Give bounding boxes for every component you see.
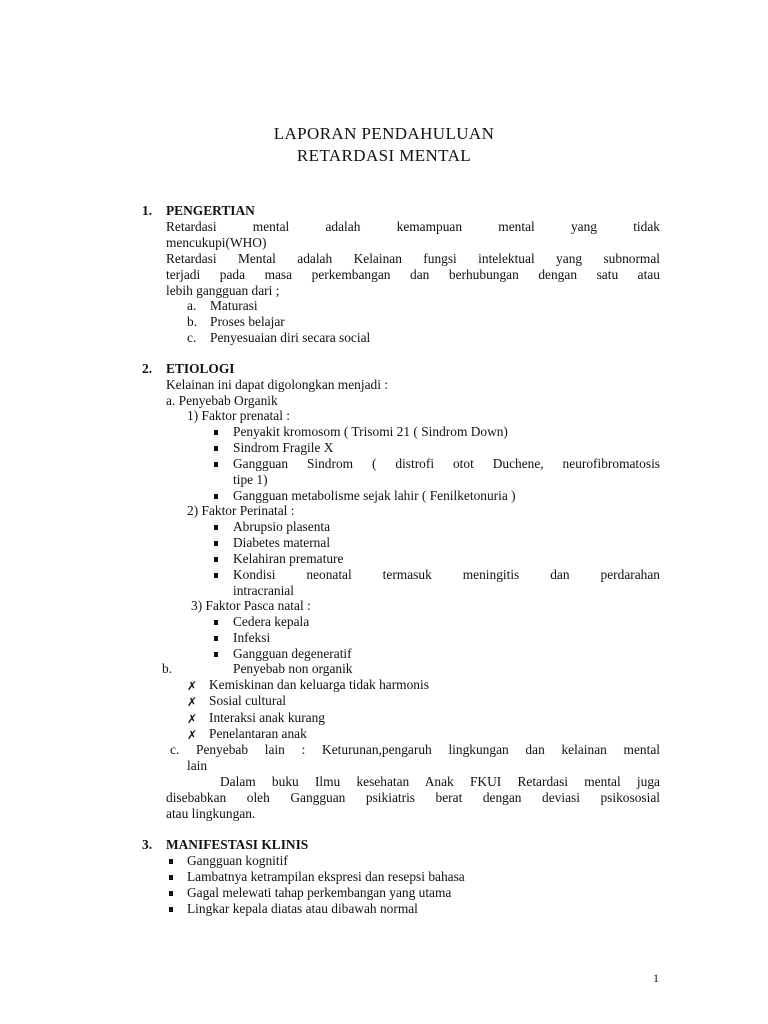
list-item: Sosial cultural <box>209 693 286 708</box>
list-item: Kelahiran premature <box>233 551 344 566</box>
x-mark-icon: ✗ <box>187 695 198 709</box>
section-1-para-2-line-2: terjadi pada masa perkembangan dan berhubungan dengan satu atau <box>166 267 660 282</box>
prenatal-factor-label: 1) Faktor prenatal : <box>187 408 290 423</box>
list-marker: b. <box>187 314 198 329</box>
page-number: 1 <box>653 971 659 985</box>
bullet-square-icon <box>214 494 218 499</box>
bullet-square-icon <box>214 446 218 451</box>
bullet-square-icon <box>214 573 218 578</box>
list-item: Penyesuaian diri secara social <box>210 330 371 345</box>
bullet-square-icon <box>214 462 218 467</box>
list-item: Infeksi <box>233 630 271 645</box>
organic-causes-label: a. Penyebab Organik <box>166 393 278 408</box>
x-mark-icon: ✗ <box>187 728 198 742</box>
list-marker: c. <box>187 330 197 345</box>
section-1-para-2-line-3: lebih gangguan dari ; <box>166 283 280 298</box>
x-mark-icon: ✗ <box>187 679 198 693</box>
list-item: Penyakit kromosom ( Trisomi 21 ( Sindrom Down) <box>233 424 508 439</box>
list-item: Gangguan metabolisme sejak lahir ( Fenilketonuria ) <box>233 488 516 503</box>
list-item: Penelantaran anak <box>209 726 307 741</box>
list-item: Kemiskinan dan keluarga tidak harmonis <box>209 677 429 692</box>
bullet-square-icon <box>169 875 173 880</box>
bullet-square-icon <box>214 636 218 641</box>
postnatal-factor-label: 3) Faktor Pasca natal : <box>191 598 311 613</box>
section-1-heading: PENGERTIAN <box>166 203 255 218</box>
list-item: Sindrom Fragile X <box>233 440 334 455</box>
list-item: Gangguan degeneratif <box>233 646 352 661</box>
list-item: Interaksi anak kurang <box>209 710 326 725</box>
list-item: Kondisi neonatal termasuk meningitis dan perdarahan <box>233 567 660 582</box>
bullet-square-icon <box>169 891 173 896</box>
other-causes-line-2: lain <box>187 758 208 773</box>
bullet-square-icon <box>214 620 218 625</box>
doc-title-line-2: RETARDASI MENTAL <box>296 146 472 165</box>
reference-para-line-1: Dalam buku Ilmu kesehatan Anak FKUI Retardasi mental juga <box>220 774 660 789</box>
list-item-continuation: intracranial <box>233 583 294 598</box>
section-1-number: 1. <box>142 203 153 218</box>
bullet-square-icon <box>214 525 218 530</box>
section-1-para-1-line-2: mencukupi(WHO) <box>166 235 267 250</box>
section-1-para-1-line-1: Retardasi mental adalah kemampuan mental yang tidak <box>166 219 660 234</box>
bullet-square-icon <box>214 557 218 562</box>
x-mark-icon: ✗ <box>187 712 198 726</box>
bullet-square-icon <box>169 859 173 864</box>
reference-para-line-2: disebabkan oleh Gangguan psikiatris berat dengan deviasi psikososial <box>166 790 660 805</box>
list-item: Lambatnya ketrampilan ekspresi dan resepsi bahasa <box>187 869 465 884</box>
bullet-square-icon <box>214 652 218 657</box>
doc-title-line-1: LAPORAN PENDAHULUAN <box>273 124 495 143</box>
bullet-square-icon <box>169 907 173 912</box>
reference-para-line-3: atau lingkungan. <box>166 806 256 821</box>
perinatal-factor-label: 2) Faktor Perinatal : <box>187 503 295 518</box>
section-3-number: 3. <box>142 837 153 852</box>
list-item: Maturasi <box>210 298 258 313</box>
non-organic-causes-label: Penyebab non organik <box>233 661 353 676</box>
list-item: Abrupsio plasenta <box>233 519 331 534</box>
other-causes-line-1: c. Penyebab lain : Keturunan,pengaruh lingkungan dan kelainan mental <box>170 742 660 757</box>
list-item: Gangguan Sindrom ( distrofi otot Duchene, neurofibromatosis <box>233 456 660 471</box>
section-2-number: 2. <box>142 361 153 376</box>
bullet-square-icon <box>214 541 218 546</box>
list-item-continuation: tipe 1) <box>233 472 268 487</box>
list-marker: a. <box>187 298 197 313</box>
list-item: Gangguan kognitif <box>187 853 288 868</box>
section-1-para-2-line-1: Retardasi Mental adalah Kelainan fungsi intelektual yang subnormal <box>166 251 660 266</box>
list-item: Gagal melewati tahap perkembangan yang utama <box>187 885 452 900</box>
list-item: Proses belajar <box>210 314 285 329</box>
list-item: Lingkar kepala diatas atau dibawah normal <box>187 901 418 916</box>
list-item: Cedera kepala <box>233 614 310 629</box>
list-item: Diabetes maternal <box>233 535 331 550</box>
section-3-heading: MANIFESTASI KLINIS <box>166 837 309 852</box>
list-marker: b. <box>162 661 173 676</box>
section-2-heading: ETIOLOGI <box>166 361 235 376</box>
bullet-square-icon <box>214 430 218 435</box>
section-2-intro: Kelainan ini dapat digolongkan menjadi : <box>166 377 389 392</box>
